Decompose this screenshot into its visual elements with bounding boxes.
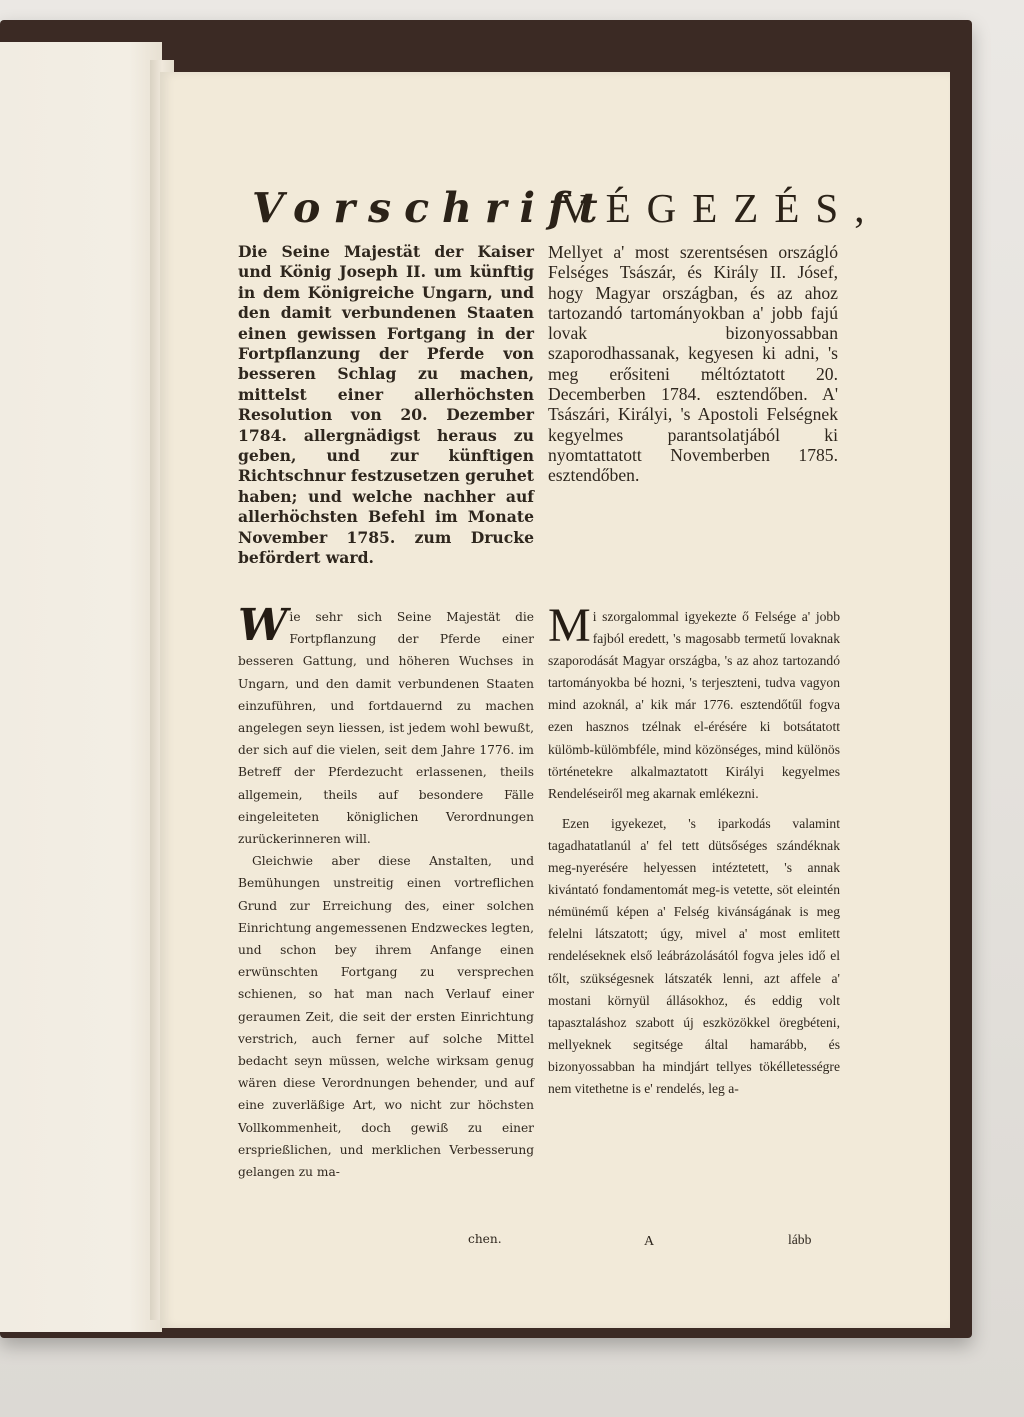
german-paragraph-1-text: ie sehr sich Seine Majestät die Fortpflanzung der Pferde einer besseren Gattung, und höheren Wuchses in Ungarn, und den damit verbundenen Staaten einzuführen, und fortdauernd zu machen angelegen seyn liessen, ist jedem wohl bewußt, der sich auf die vielen, seit dem Jahre 1776. im Betreff der Pferdezucht erlassenen, theils allgemein, theils auf besondere Fälle eingeleiteten königlichen Verordnungen zurückerinneren will. (238, 610, 534, 847)
german-paragraph-2: Gleichwie aber diese Anstalten, und Bemühungen unstreitig einen vortreflichen Grund zur Erreichung des, einer solchen Einrichtung angemessenen Endzweckes legten, und schon bey ihrem Anfange einen erwünschten Fortgang zu versprechen schienen, so hat man nach Verlauf einer geraumen Zeit, die seit der ersten Einrichtung verstrich, auch ferner auf solche Mittel bedacht seyn müssen, welche wirksam genug wären diese Verordnungen behender, und auf eine zuverläßige Art, wo nicht zur höchsten Vollkommenheit, doch gewiß zu einer ersprießlichen, und merklichen Verbesserung gelangen zu ma- (238, 854, 534, 1180)
german-end-word: chen. (468, 1232, 502, 1246)
hungarian-dropcap: M (548, 599, 591, 652)
hungarian-body (548, 599, 840, 1100)
hungarian-paragraph-1-text: i szorgalommal igyekezte ő Felsége a' jobb fajból eredett, 's magosabb termetű lovaknak szaporodását Magyar országba, 's az ahoz tartozandó tartományokba bé hozni, 's terjeszteni, tudva vagyon mind azoknál, a' kik már 1776. esztendőtűl fogva ezen hasznos tzélnak el-érésére ki botsátatott külömb-külömbféle, mind közönséges, mind különös történetekre alkalmaztatott Királyi kegyelmes Rendeléseiről meg akarnak emlékezni. (548, 609, 840, 801)
hungarian-paragraph-2: Ezen igyekezet, 's iparkodás valamint tagadhatatlanúl a' fel tett dütsőséges szándéknak meg-nyerésére helyessen intéztetett, 's annak kivántató fondamentomát meg-is vetette, söt eleintén némünémű képen a' Felség kivánságának is meg felelni látszatott; úgy, mivel a' most emlitett rendeléseknek első leábrázolásától fogva jeles idő el tőlt, szükségesnek látszaték lenni, azt affele a' mostani környül állásokhoz, és eddig volt tapasztaláshoz szabott új eszközökkel öregbéteni, mellyeknek segitsége által hamarább, és bizonyossabban ha mindjárt tellyes tökélletességre nem vitethetne is e' rendelés, leg a- (548, 815, 840, 1096)
catchword: lább (788, 1232, 812, 1247)
document-page (160, 72, 950, 1328)
german-dropcap: W (238, 600, 288, 651)
german-intro: Die Seine Majestät der Kaiser und König Joseph II. um künftig in dem Königreiche Ungarn, und den damit verbundenen Staaten einen gewissen Fortgang in der Fortpflanzung der Pferde von besseren Schlag zu machen, mittelst einer allerhöchsten Resolution von 20. Dezember 1784. allergnädigst heraus zu geben, und zur künftigen Richtschnur festzusetzen geruhet haben; und welche nachher auf allerhöchsten Befehl im Monate November 1785. zum Drucke befördert ward. (238, 242, 534, 568)
left-page (0, 42, 162, 1332)
hungarian-intro: Mellyet a' most szerentsésen országló Felséges Tsászár, és Király II. Jósef, hogy Magyar országban, és az ahoz tartozandó tartományokban a' jobb fajú lovak bizonyossabban szaporodhassanak, kegyesen ki adni, 's meg erősiteni méltóztatott 20. Decemberben 1784. esztendőben. A' Tsászári, Királyi, 's Apostoli Felségnek kegyelmes parantsolatjából ki nyomtattatott Novemberben 1785. esztendőben. (548, 242, 838, 486)
hungarian-heading: VÉGEZÉS, (560, 185, 881, 231)
german-heading: Vorschrift (252, 184, 611, 232)
german-body (238, 600, 534, 1183)
hungarian-paragraph-1 (548, 599, 840, 805)
signature-mark: A (644, 1234, 655, 1249)
german-paragraph-1 (238, 600, 534, 850)
